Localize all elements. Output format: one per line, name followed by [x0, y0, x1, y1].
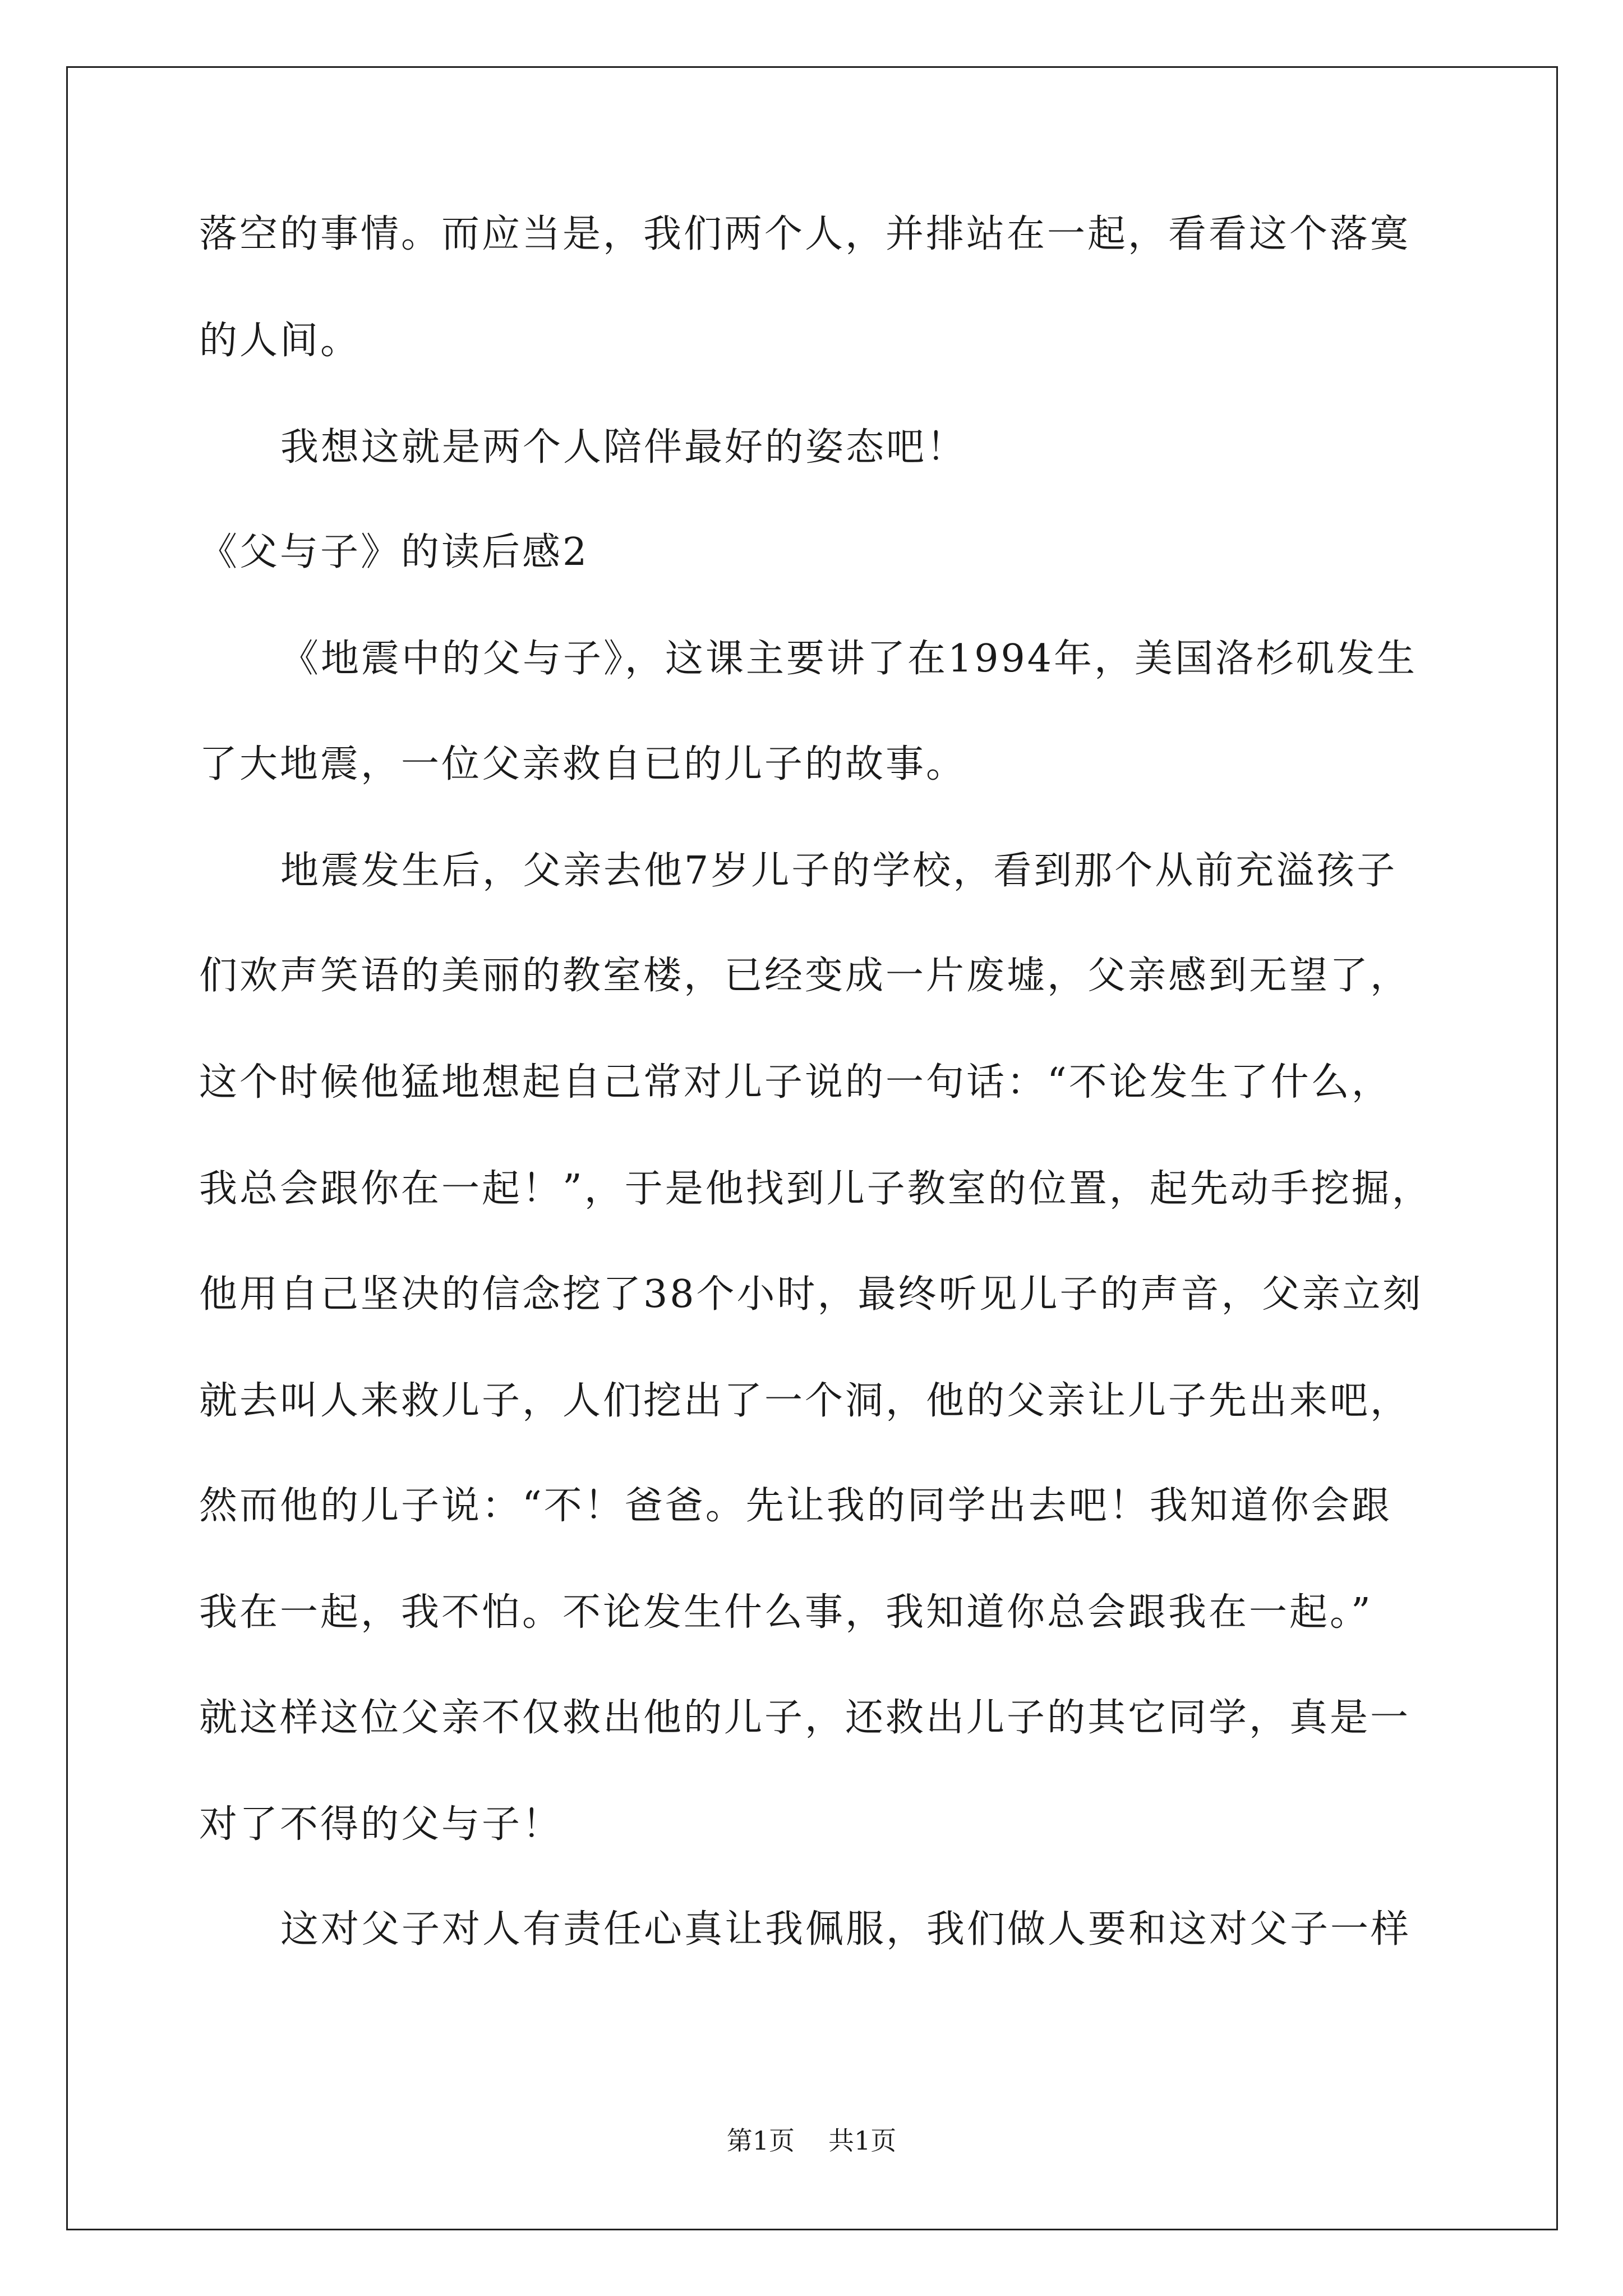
text-line: 我总会跟你在一起！”，于是他找到儿子教室的位置，起先动手挖掘，: [199, 1167, 1432, 1211]
text-line: 这个时候他猛地想起自己常对儿子说的一句话：“不论发生了什么，: [199, 1060, 1392, 1105]
page-total: 共1页: [828, 2125, 897, 2156]
text-line: 就去叫人来救儿子，人们挖出了一个洞，他的父亲让儿子先出来吧，: [199, 1379, 1411, 1423]
text-line: 地震发生后，父亲去他7岁儿子的学校，看到那个从前充溢孩子: [280, 849, 1398, 893]
text-line: 《地震中的父与子》，这课主要讲了在1994年，美国洛杉矶发生: [280, 637, 1418, 681]
page-number: 第1页: [726, 2125, 795, 2156]
text-line: 然而他的儿子说：“不！爸爸。先让我的同学出去吧！我知道你会跟: [199, 1484, 1392, 1528]
section-heading: 《父与子》的读后感2: [199, 530, 589, 574]
page-footer: [0, 2125, 1623, 2156]
text-line: 他用自己坚决的信念挖了38个小时，最终听见儿子的声音，父亲立刻: [199, 1272, 1423, 1317]
text-line: 们欢声笑语的美丽的教室楼，已经变成一片废墟，父亲感到无望了，: [199, 954, 1411, 998]
page-frame: [66, 66, 1558, 2230]
text-line: 的人间。: [199, 319, 361, 363]
text-line: 我在一起，我不怕。不论发生什么事，我知道你总会跟我在一起。”: [199, 1590, 1373, 1635]
text-line: 这对父子对人有责任心真让我佩服，我们做人要和这对父子一样: [280, 1907, 1412, 1952]
text-line: 我想这就是两个人陪伴最好的姿态吧！: [280, 425, 967, 470]
text-line: 就这样这位父亲不仅救出他的儿子，还救出儿子的其它同学，真是一: [199, 1696, 1411, 1740]
text-line: 了大地震，一位父亲救自已的儿子的故事。: [199, 742, 967, 786]
text-line: 对了不得的父与子！: [199, 1802, 563, 1847]
text-line: 落空的事情。而应当是，我们两个人，并排站在一起，看看这个落寞: [199, 212, 1411, 256]
